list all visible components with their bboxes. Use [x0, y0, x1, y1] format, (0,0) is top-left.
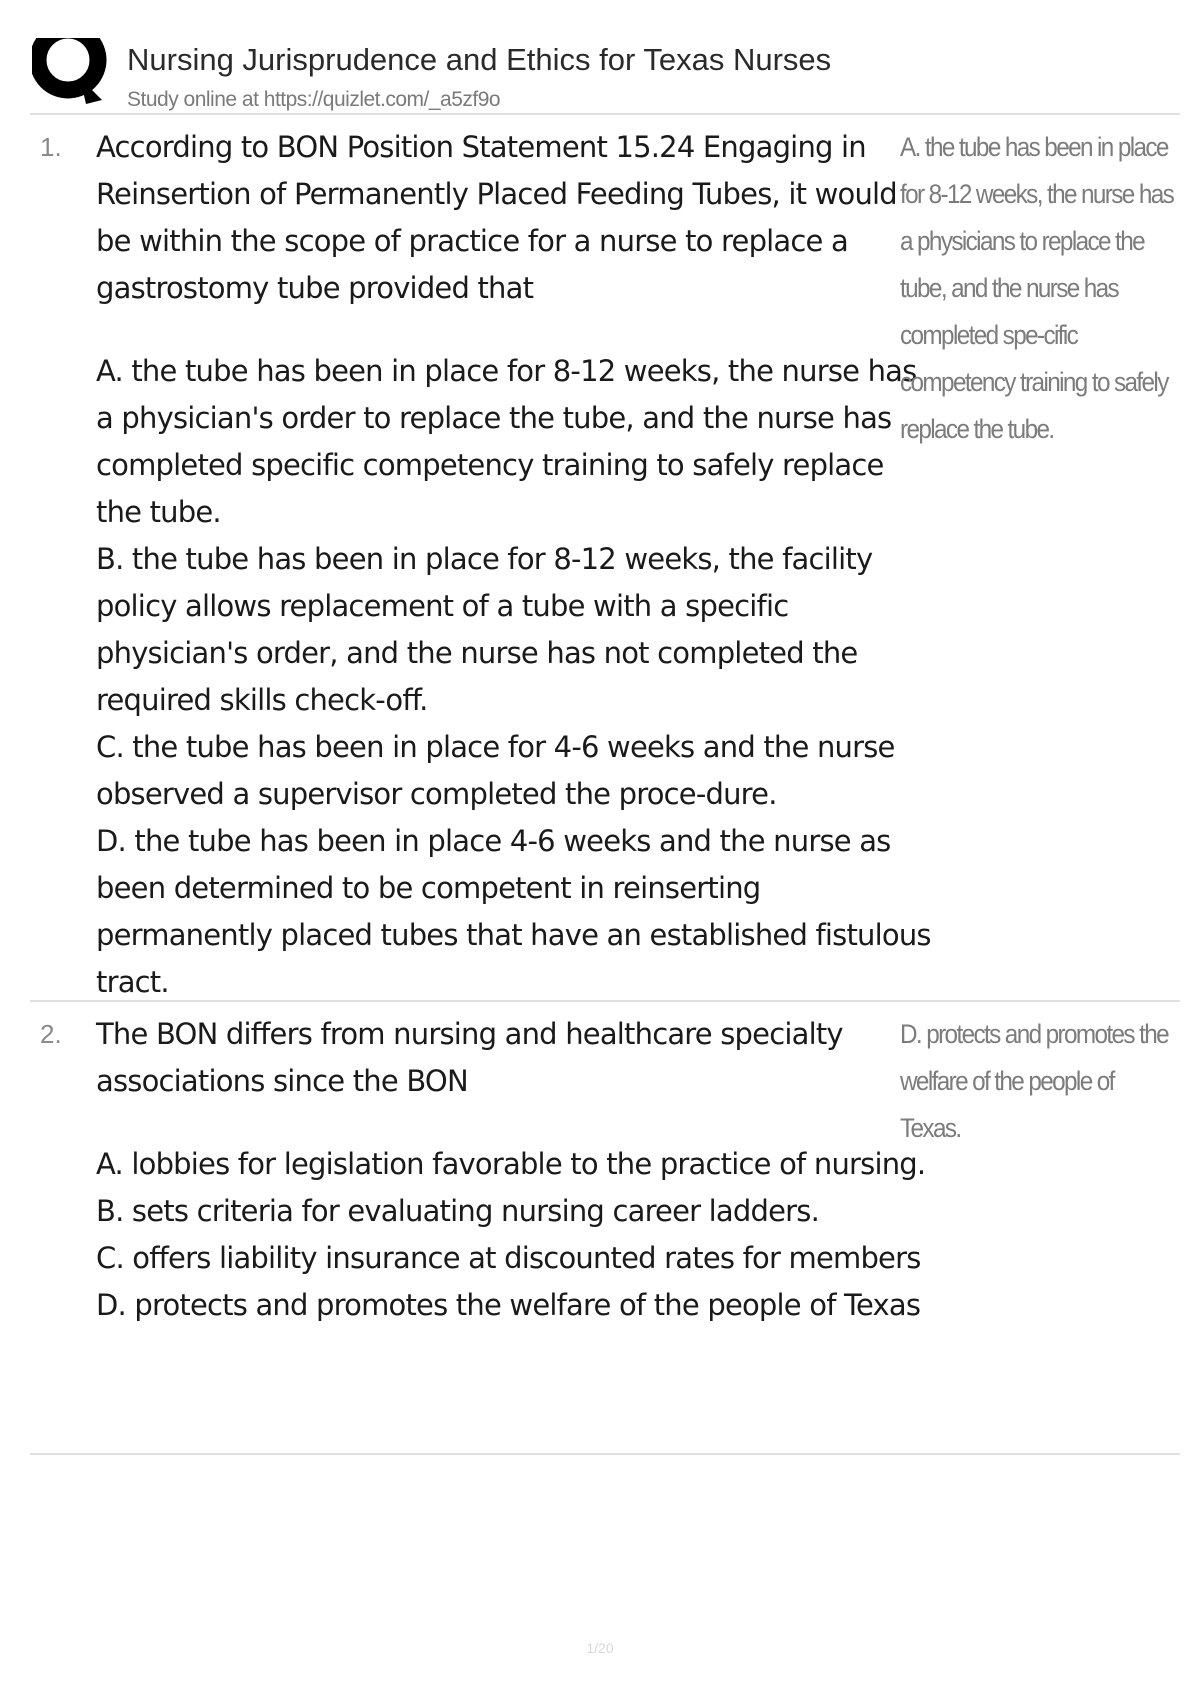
study-online-link-text: Study online at https://quizlet.com/_a5zf9o [127, 88, 501, 111]
option-a: A. lobbies for legislation favorable to the practice of nursing. [96, 1147, 926, 1181]
quizlet-logo-icon [32, 38, 136, 118]
card-number: 2. [40, 1019, 62, 1049]
option-b: B. the tube has been in place for 8-12 weeks, the facility policy allows replacement of a tube with a specific physician's order, and the nurse has not completed the required skills check-off. [96, 542, 873, 717]
page-header [30, 0, 1180, 124]
option-b: B. sets criteria for evaluating nursing career ladders. [96, 1194, 820, 1228]
question-stem: According to BON Position Statement 15.24 Engaging in Reinsertion of Permanently Placed Feeding Tubes, it would be within the scope of practice for a nurse to replace a gastrostomy tube provided that [96, 130, 897, 305]
card-answer: D. protects and promotes the welfare of the people of Texas. [900, 1019, 1169, 1143]
question-stem: The BON differs from nursing and healthcare specialty associations since the BON [96, 1017, 843, 1098]
divider [30, 113, 1180, 115]
card-question [96, 1011, 931, 1329]
option-c: C. the tube has been in place for 4-6 weeks and the nurse observed a supervisor completed the proce-dure. [96, 730, 895, 811]
card-number: 1. [40, 132, 62, 162]
divider [30, 1000, 1180, 1002]
option-d: D. the tube has been in place 4-6 weeks and the nurse as been determined to be competent in reinserting permanently placed tubes that have an established fistulous tract. [96, 824, 931, 999]
page-number: 1/20 [586, 1640, 614, 1656]
option-c: C. offers liability insurance at discounted rates for members [96, 1241, 921, 1275]
option-d: D. protects and promotes the welfare of the people of Texas [96, 1288, 921, 1322]
divider [30, 1453, 1180, 1455]
card-answer: A. the tube has been in place for 8-12 weeks, the nurse has a physicians to replace the tube, and the nurse has completed spe-cific competency training to safely replace the tube. [900, 132, 1174, 444]
deck-title: Nursing Jurisprudence and Ethics for Texas Nurses [127, 42, 832, 77]
option-a: A. the tube has been in place for 8-12 weeks, the nurse has a physician's order to replace the tube, and the nurse has completed specific competency training to safely replace the tube. [96, 354, 917, 529]
card-question [96, 124, 931, 1006]
